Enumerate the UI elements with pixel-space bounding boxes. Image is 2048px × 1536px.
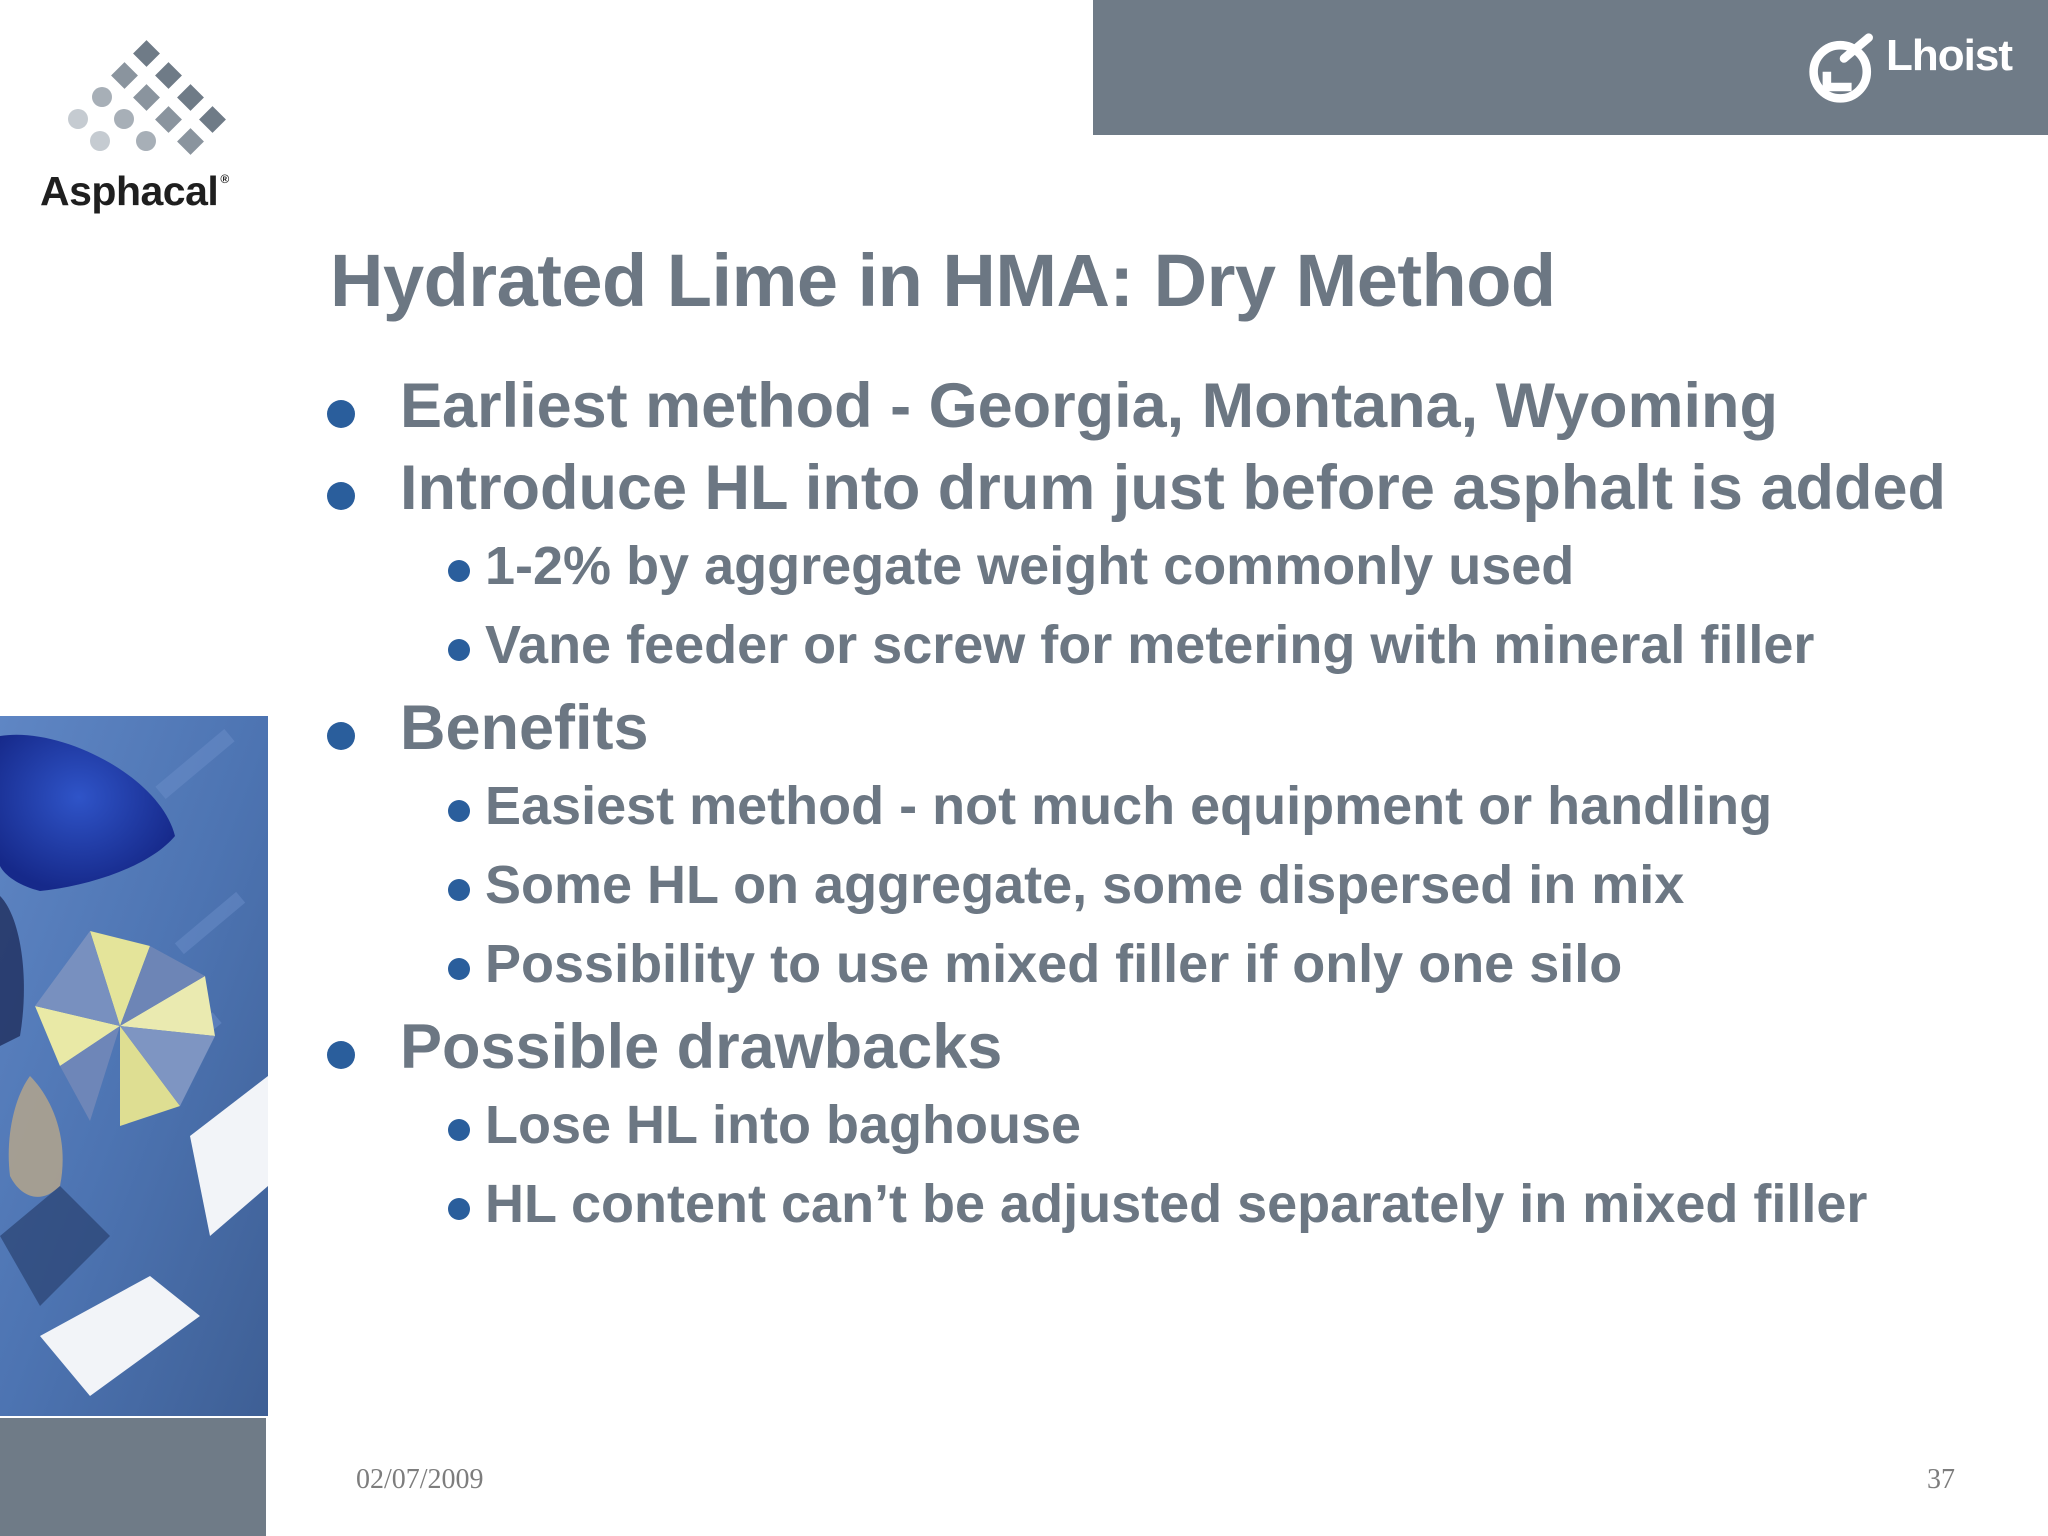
sub-bullet-item: Easiest method - not much equipment or handling (320, 776, 2000, 836)
bullet-dot-icon (448, 958, 470, 980)
header-bar (1093, 0, 2048, 135)
bullet-dot-icon (448, 1119, 470, 1141)
bullet-list (320, 372, 2000, 1253)
slide-title: Hydrated Lime in HMA: Dry Method (330, 239, 1556, 322)
bullet-dot-icon (327, 1041, 355, 1069)
asphacal-logo (38, 40, 253, 220)
bullet-item: Introduce HL into drum just before asphalt is added (320, 454, 2000, 522)
bullet-dot-icon (327, 722, 355, 750)
umbrella-photo (0, 716, 268, 1416)
bullet-dot-icon (448, 560, 470, 582)
sub-bullet-item: Some HL on aggregate, some dispersed in mix (320, 855, 2000, 915)
sub-bullet-item: HL content can’t be adjusted separately in mixed filler (320, 1174, 2000, 1234)
bullet-dot-icon (448, 800, 470, 822)
bullet-dot-icon (448, 1198, 470, 1220)
sub-bullet-item: Possibility to use mixed filler if only one silo (320, 934, 2000, 994)
lhoist-mark-icon (1806, 30, 1882, 106)
sub-bullet-item: 1-2% by aggregate weight commonly used (320, 536, 2000, 596)
lhoist-logo (1806, 28, 2012, 108)
bullet-item: Benefits (320, 694, 2000, 762)
bullet-item: Earliest method - Georgia, Montana, Wyoming (320, 372, 2000, 440)
asphacal-diamond-grid-icon (56, 40, 261, 165)
bullet-item: Possible drawbacks (320, 1013, 2000, 1081)
page-number: 37 (1927, 1464, 1955, 1495)
sub-bullet-item: Lose HL into baghouse (320, 1095, 2000, 1155)
asphacal-wordmark: Asphacal ® (40, 168, 229, 214)
bullet-dot-icon (327, 482, 355, 510)
bullet-dot-icon (448, 639, 470, 661)
footer-date: 02/07/2009 (356, 1464, 484, 1495)
sub-bullet-item: Vane feeder or screw for metering with mineral filler (320, 615, 2000, 675)
bullet-dot-icon (327, 400, 355, 428)
footer-bar (0, 1418, 266, 1536)
bullet-dot-icon (448, 879, 470, 901)
lhoist-wordmark: Lhoist (1886, 31, 2012, 80)
